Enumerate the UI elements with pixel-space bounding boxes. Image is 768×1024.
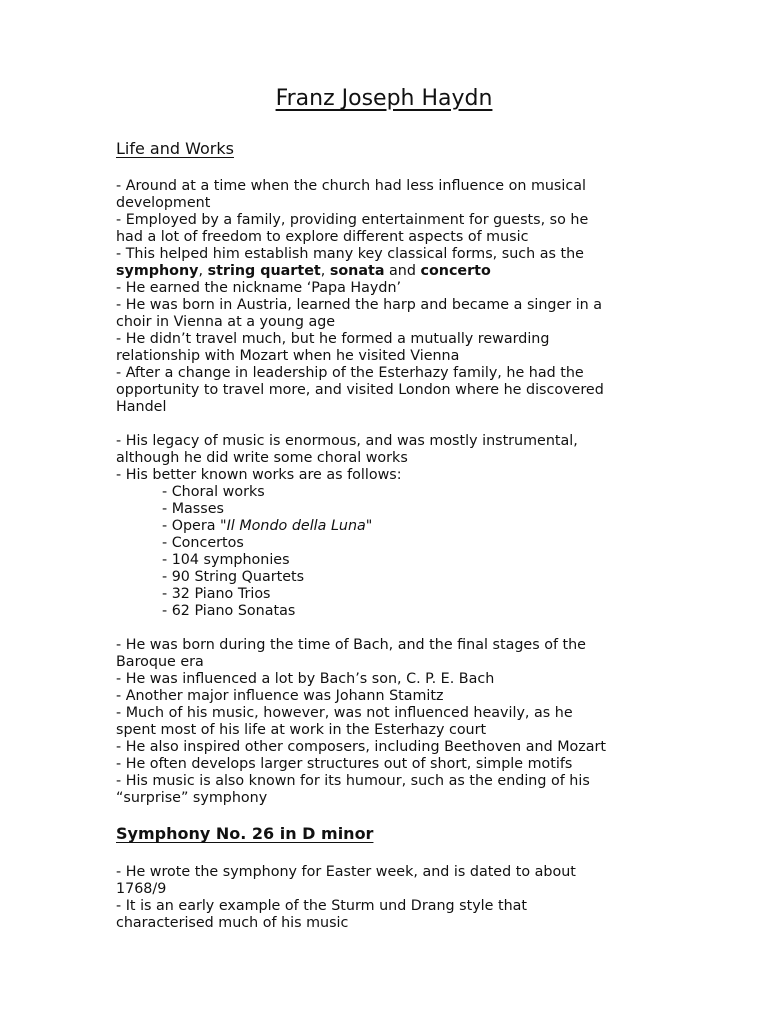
separator: ,	[320, 263, 330, 279]
text-line: - Employed by a family, providing entertainment for guests, so he	[116, 212, 589, 228]
classical-forms-line	[116, 263, 676, 280]
text-line: - He often develops larger structures out of short, simple motifs	[116, 756, 573, 772]
section-heading-life-and-works: Life and Works	[116, 139, 234, 158]
term-sonata: sonata	[329, 263, 385, 279]
term-symphony: symphony	[116, 263, 199, 279]
conjunction: and	[384, 263, 421, 279]
works-list-item: - 32 Piano Trios	[162, 586, 271, 602]
text-line: - His music is also known for its humour, such as the ending of his	[116, 773, 590, 789]
works-list-item: - Masses	[162, 501, 224, 517]
text-line: opportunity to travel more, and visited London where he discovered	[116, 382, 604, 398]
text-line: - His legacy of music is enormous, and was mostly instrumental,	[116, 433, 578, 449]
text-line: had a lot of freedom to explore different aspects of music	[116, 229, 529, 245]
text-line: 1768/9	[116, 881, 167, 897]
text-line: Handel	[116, 399, 167, 415]
separator: ,	[198, 263, 208, 279]
text-line: - This helped him establish many key classical forms, such as the	[116, 246, 584, 262]
works-list-item: - 62 Piano Sonatas	[162, 603, 296, 619]
text-line: although he did write some choral works	[116, 450, 408, 466]
text-line: relationship with Mozart when he visited Vienna	[116, 348, 460, 364]
text-line: characterised much of his music	[116, 915, 349, 931]
text-line: - He earned the nickname ‘Papa Haydn’	[116, 280, 402, 296]
paragraph-legacy	[116, 433, 676, 620]
text-line: - He was born in Austria, learned the harp and became a singer in a	[116, 297, 603, 313]
works-list-item-opera	[116, 518, 676, 535]
document-title: Franz Joseph Haydn	[275, 86, 493, 111]
section-heading-symphony-26: Symphony No. 26 in D minor	[116, 824, 374, 843]
text-line: development	[116, 195, 211, 211]
text-line: - He was influenced a lot by Bach’s son, C. P. E. Bach	[116, 671, 495, 687]
text-line: Baroque era	[116, 654, 204, 670]
opera-title: "Il Mondo della Luna"	[220, 518, 373, 534]
text-line: - Much of his music, however, was not influenced heavily, as he	[116, 705, 573, 721]
text-line: - He also inspired other composers, including Beethoven and Mozart	[116, 739, 607, 755]
text-line: - He didn’t travel much, but he formed a mutually rewarding	[116, 331, 550, 347]
paragraph-influences	[116, 637, 676, 807]
text-line: - He was born during the time of Bach, and the final stages of the	[116, 637, 586, 653]
works-list-item: - Choral works	[162, 484, 265, 500]
text-line: - Around at a time when the church had less influence on musical	[116, 178, 586, 194]
text-line: choir in Vienna at a young age	[116, 314, 336, 330]
text-line: - Another major influence was Johann Stamitz	[116, 688, 444, 704]
text-line: “surprise” symphony	[116, 790, 268, 806]
paragraph-life	[116, 178, 676, 416]
term-string-quartet: string quartet	[207, 263, 321, 279]
text-line: - After a change in leadership of the Esterhazy family, he had the	[116, 365, 584, 381]
text-line: - His better known works are as follows:	[116, 467, 402, 483]
works-list-item: - 104 symphonies	[162, 552, 290, 568]
paragraph-symphony-26	[116, 864, 676, 932]
works-list-item: - Concertos	[162, 535, 244, 551]
opera-prefix: - Opera	[162, 518, 221, 534]
text-line: - He wrote the symphony for Easter week, and is dated to about	[116, 864, 576, 880]
text-line: spent most of his life at work in the Esterhazy court	[116, 722, 487, 738]
works-list-item: - 90 String Quartets	[162, 569, 305, 585]
text-line: - It is an early example of the Sturm und Drang style that	[116, 898, 528, 914]
term-concerto: concerto	[420, 263, 491, 279]
